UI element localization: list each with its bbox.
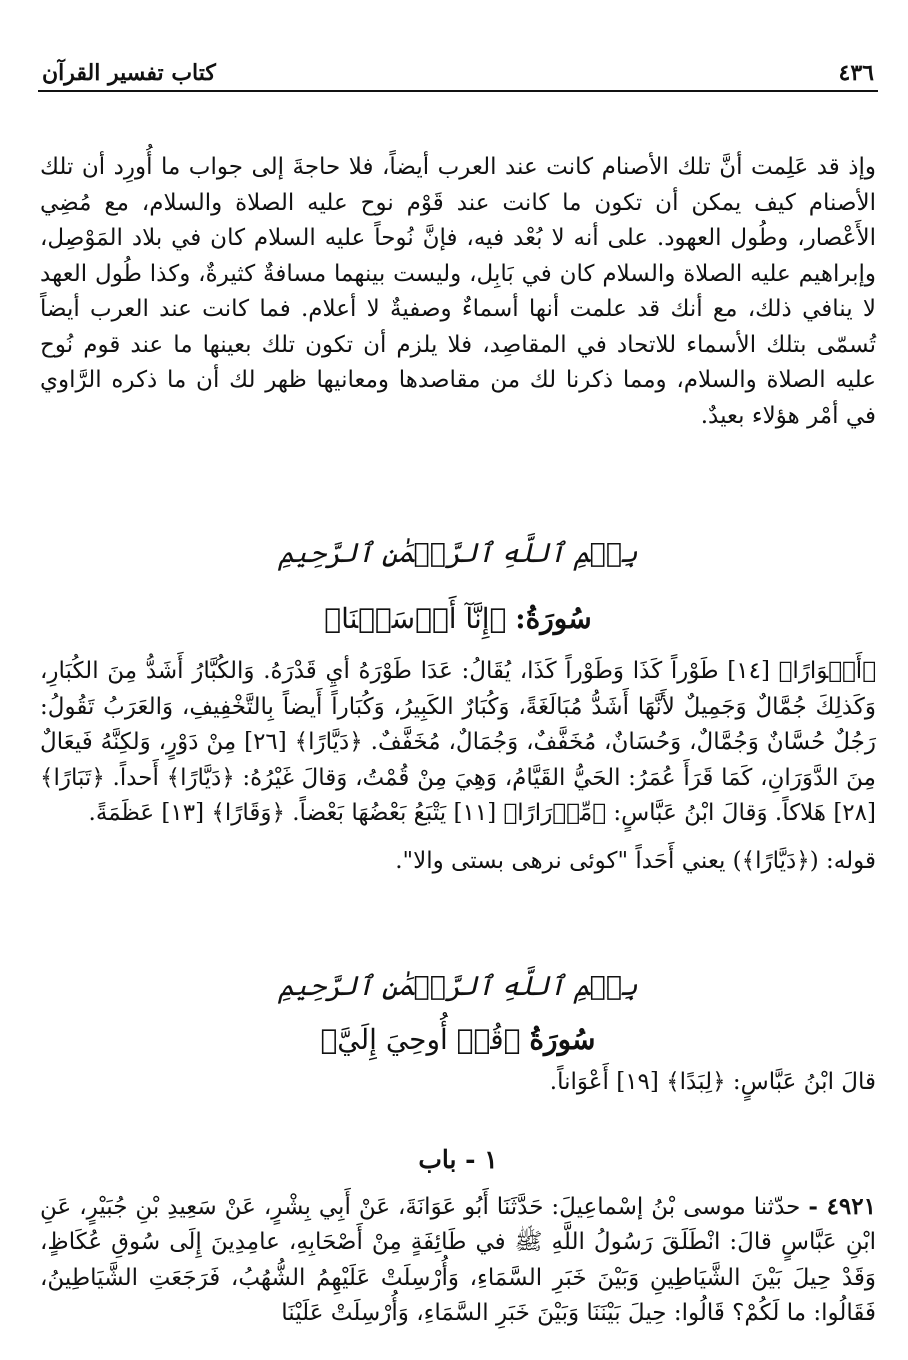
section1-note: قوله: (﴿دَيَّارًا﴾) يعني أَحَداً "كوئى نرهى بستى والا".: [395, 847, 876, 874]
page-header: [38, 52, 878, 92]
surah-label-1: سُورَةُ:: [515, 602, 592, 635]
surah-name-1: ﴿إِنَّآ أَرۡسَلۡنَا﴾: [324, 602, 507, 635]
intro-paragraph: وإذ قد عَلِمت أنَّ تلك الأصنام كانت عند العرب أيضاً، فلا حاجةَ إلى جواب ما أُورِد أن تلك الأصنام كيف يمكن أن تكون ما كانت عند قَوْم نوح عليه الصلاة والسلام، مع مُضِي الأَعْصار، وطُول العهود. على أنه لا بُعْد فيه، فإنَّ نُوحاً عليه السلام كان في بلاد المَوْصِل، وإبراهيم عليه الصلاة والسلام كان في بَابِل، وليست بينهما مسافةٌ كثيرةٌ، وكذا طُول العهد لا ينافي ذلك، مع أنك قد علمت أنها أسماءٌ وصفيةٌ لا أعلام. فما كانت عند العرب أيضاً تُسمّى بتلك الأسماء للاتحاد في المقاصِد، فلا يلزم أن تكون تلك بعينها ما عند قوم نُوح عليه الصلاة والسلام، ومما ذكرنا لك من مقاصدها ومعانيها ظهر لك أن ما ذكره الرَّاوي في أمْر هؤلاء بعيدٌ.: [40, 154, 876, 429]
basmala-2: بِسۡمِ ٱللَّهِ ٱلرَّحۡمَٰنِ ٱلرَّحِيمِ: [278, 971, 638, 1002]
page-number: ٤٣٦: [838, 60, 874, 86]
section2-paragraph: قالَ ابْنُ عَبَّاسٍ: ﴿لِبَدًا﴾ [١٩] أَعْوَاناً.: [549, 1069, 876, 1095]
hadith-number: ٤٩٢١ -: [808, 1192, 876, 1220]
hadith-text: حدّثنا موسى بْنُ إسْماعِيلَ: حَدَّثَنَا أَبُو عَوَانَةَ، عَنْ أَبِي بِشْرٍ، عَنْ سَعِيدِ بْنِ جُبَيْرٍ، عَنِ ابْنِ عَبَّاسٍ قالَ: انْطَلَقَ رَسُولُ اللَّهِ ﷺ في طَائِفَةٍ مِنْ أَصْحَابِهِ، عامِدِينَ إِلَى سُوقِ عُكَاظٍ، وَقَدْ حِيلَ بَيْنَ الشَّيَاطِينِ وَبَيْنَ خَبَرِ السَّمَاءِ، وَأُرْسِلَتْ عَلَيْهِمُ الشُّهُبُ، فَرَجَعَتِ الشَّيَاطِينُ، فَقَالُوا: ما لَكُمْ؟ قَالُوا: حِيلَ بَيْنَنَا وَبَيْنَ خَبَرِ السَّمَاءِ، وَأُرْسِلَتْ عَلَيْنَا: [40, 1193, 876, 1326]
surah-title-1: [38, 602, 878, 642]
surah-label-2: سُورَةُ: [529, 1023, 596, 1056]
book-title: كتاب تفسير القرآن: [42, 60, 216, 86]
book-page: [38, 52, 878, 1332]
hadith-paragraph: [38, 1189, 878, 1332]
chapter-title: ١ - باب: [418, 1144, 498, 1174]
surah-title-2: [38, 1023, 878, 1063]
basmala-1: بِسۡمِ ٱللَّهِ ٱلرَّحۡمَٰنِ ٱلرَّحِيمِ: [278, 538, 638, 569]
surah-name-2: ﴿قُلۡ أُوحِيَ إِلَيَّ﴾: [320, 1023, 521, 1056]
section1-paragraph: ﴿أَطۡوَارًا﴾ [١٤] طَوْراً كَذَا وَطَوْراً كَذَا، يُقَالُ: عَدَا طَوْرَهُ أيِ قَدْرَهُ. وَالكُبَّارُ أَشَدُّ مِنَ الكُبَارِ، وَكَذلِكَ جُمَّالٌ وَجَمِيلٌ لأَنَّهَا أَشَدُّ مُبَالَغَةً، وَكُبَارٌ الكَبِيرُ، وَكُبَاراً أَيضاً بِالتَّخْفِيفِ، وَالعَرَبُ تَقُولُ: رَجُلٌ حُسَّانٌ وَجُمَّالٌ، وَحُسَانٌ، مُخَفَّفٌ، وَجُمَالٌ، مُخَفَّفٌ. ﴿دَيَّارًا﴾ [٢٦] مِنْ دَوْرٍ، وَلكِنَّهُ فَيعَالٌ مِنَ الدَّوَرَانِ، كَمَا قَرَأَ عُمَرُ: الحَيُّ القَيَّامُ، وَهِيَ مِنْ قُمْتُ، وَقالَ غَيْرُهُ: ﴿دَيَّارًا﴾ أَحداً. ﴿تَبَارًا﴾ [٢٨] هَلاكاً. وَقالَ ابْنُ عَبَّاسٍ: ﴿مِّدۡرَارًا﴾ [١١] يَتْبَعُ بَعْضُهَا بَعْضاً. ﴿وَقَارًا﴾ [١٣] عَظَمَةً.: [40, 658, 876, 826]
